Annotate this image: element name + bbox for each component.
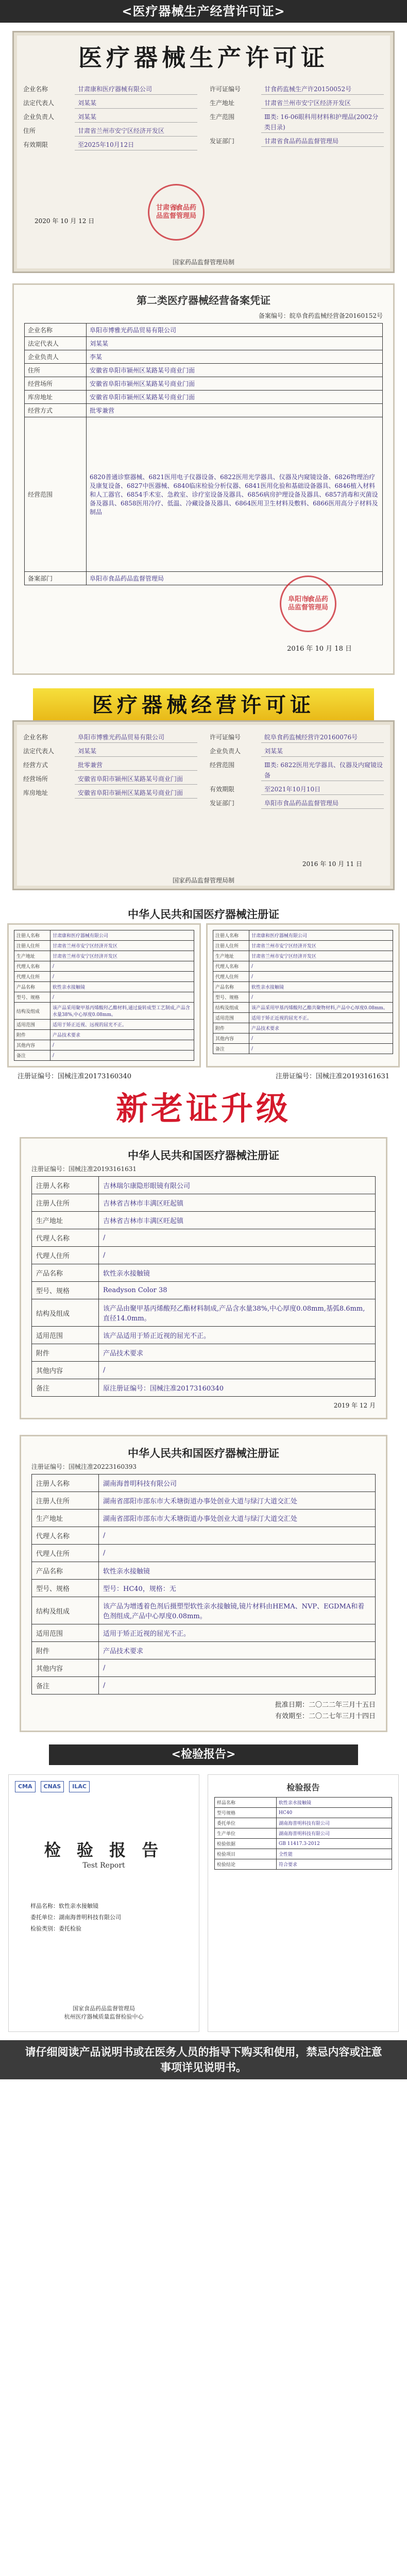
reg-left-row-value: / [50, 992, 194, 1003]
report2-title: 检验报告 [286, 1783, 320, 1792]
reg-mid-row-label: 适用范围 [32, 1327, 99, 1344]
reg-left-row-label: 注册人住所 [14, 941, 50, 951]
record-certificate [0, 281, 407, 683]
reg-left-row-value: / [50, 1050, 194, 1061]
reg-mid-row-label: 产品名称 [32, 1264, 99, 1282]
report2-row-label: 样品名称 [215, 1798, 277, 1808]
reg-mid-row-label: 注册人名称 [32, 1177, 99, 1194]
reg-last-row-label: 注册人住所 [32, 1492, 99, 1510]
report-org-1: 国家食品药品监督管理局 [73, 2005, 135, 2012]
l2-validity-value: 至2021年10月10日 [261, 784, 384, 795]
reg-last-row-value: / [99, 1677, 376, 1694]
l2-site-value: 安徽省阜阳市颍州区某路某号商业门面 [75, 774, 197, 785]
scope-value: Ⅲ类: 16-06眼科用材料和护理品(2002分类目录) [261, 112, 384, 133]
l2-warehouse-value: 安徽省阜阳市颍州区某路某号商业门面 [75, 788, 197, 799]
reg-right-row [213, 992, 393, 1003]
reg-mid-row-value: / [99, 1229, 376, 1247]
reg-right-row-value: / [249, 961, 393, 972]
record-row-label: 备案部门 [25, 572, 87, 585]
report2-row-value: 全性能 [277, 1849, 392, 1859]
reg-last-row [32, 1624, 376, 1642]
report-info-value: 委托检验 [59, 1925, 81, 1932]
accreditation-logo: ILAC [69, 1781, 90, 1792]
reg-right-row [213, 972, 393, 982]
l2-permit-value: 皖阜食药监械经营许20160076号 [261, 732, 384, 743]
reg-right-row-value: / [249, 992, 393, 1003]
reg-left-row [14, 1003, 194, 1020]
validity-label: 有效期至： [275, 1713, 309, 1720]
report2-row-label: 检验依据 [215, 1839, 277, 1849]
report-cover [8, 1774, 199, 2032]
reg-right-row-value: 甘肃省兰州市安宁区经济开发区 [249, 941, 393, 951]
reg-mid-row [32, 1177, 376, 1194]
accreditation-logo: CNAS [41, 1781, 64, 1792]
registration-pair [0, 899, 407, 1080]
record-row [25, 350, 383, 364]
reg-last-row-value: 适用于矫正近视的屈光不正。 [99, 1624, 376, 1642]
report2-row [215, 1859, 392, 1870]
reg-mid-row-value: 吉林瑞尔康隐形眼镜有限公司 [99, 1177, 376, 1194]
reg-last-row-value: 该产品为增透着色剂后摄塑型软性亲水接触镜,镜片材料由HEMA、NVP、EGDMA和着色剂组成,产品中心厚度0.08mm。 [99, 1597, 376, 1624]
report2-row [215, 1839, 392, 1849]
reg-mid-row-label: 型号、规格 [32, 1282, 99, 1299]
reg-last-row [32, 1580, 376, 1597]
report2-row [215, 1798, 392, 1808]
reg-left-row-label: 代理人名称 [14, 961, 50, 972]
reg-left-row-label: 型号、规格 [14, 992, 50, 1003]
reg-last-row [32, 1642, 376, 1659]
l2-enterprise-value: 阜阳市博雅光药品贸易有限公司 [75, 732, 197, 743]
l2-issuer-value: 阜阳市食品药品监督管理局 [261, 798, 384, 809]
l2-scope-value: Ⅲ类: 6822医用光学器具、仪器及内窥镜设备 [261, 760, 384, 781]
reg-right-row [213, 982, 393, 992]
reg-mid-row [32, 1379, 376, 1397]
usage-notice: 请仔细阅读产品说明书或在医务人员的指导下购买和使用，禁忌内容或注意事项详见说明书。 [0, 2040, 407, 2079]
reg-left-number: 注册证编号：国械注准20173160340 [18, 1073, 131, 1080]
reg-left-row-label: 结构及组成 [14, 1003, 50, 1020]
reg-left-row [14, 951, 194, 961]
reg-last-number: 注册证编号：国械注准20223160393 [31, 1463, 137, 1470]
reg-right-row [213, 1023, 393, 1033]
report-detail [208, 1774, 399, 2032]
reg-left-row [14, 982, 194, 992]
reg-left-row-label: 注册人名称 [14, 930, 50, 941]
l2-mode-value: 批零兼营 [75, 760, 197, 771]
validity-value: 至2025年10月12日 [75, 140, 197, 150]
record-row-value: 批零兼营 [87, 404, 383, 417]
reg-mid-title: 中华人民共和国医疗器械注册证 [128, 1149, 279, 1162]
reg-left-row-label: 备注 [14, 1050, 50, 1061]
reg-right-row [213, 941, 393, 951]
issuer-label: 发证部门 [210, 138, 235, 145]
reg-mid-row-value: 原注册证编号：国械注准20173160340 [99, 1379, 376, 1397]
record-row-label: 企业名称 [25, 324, 87, 337]
report-info-label: 委托单位： [30, 1914, 59, 1921]
address-value: 甘肃省兰州市安宁区经济开发区 [75, 126, 197, 137]
report-info-value: 湖南海普明科技有限公司 [59, 1914, 121, 1921]
reg-right-row-label: 生产地址 [213, 951, 249, 961]
record-row [25, 404, 383, 417]
record-row-label: 经营方式 [25, 404, 87, 417]
record-row-label: 库房地址 [25, 391, 87, 404]
reg-left-row-label: 代理人住所 [14, 972, 50, 982]
reg-last-row-label: 注册人名称 [32, 1475, 99, 1492]
report2-row-value: 符合要求 [277, 1859, 392, 1870]
upgrade-headline: 新老证升级 [115, 1090, 291, 1127]
license-section-banner: <医疗器械生产经营许可证> [0, 0, 407, 23]
record-row [25, 417, 383, 572]
reg-last-title: 中华人民共和国医疗器械注册证 [128, 1447, 279, 1460]
inspection-banner: <检验报告> [49, 1744, 358, 1765]
reg-mid-row-value: / [99, 1362, 376, 1379]
address-label: 住所 [23, 127, 36, 134]
reg-right-row [213, 930, 393, 941]
reg-last-row-label: 附件 [32, 1642, 99, 1659]
reg-last-row-value: 产品技术要求 [99, 1642, 376, 1659]
reg-mid-row-value: 吉林省吉林市丰满区旺起镇 [99, 1212, 376, 1229]
record-row [25, 324, 383, 337]
reg-left-row-value: / [50, 961, 194, 972]
reg-mid-row-label: 代理人住所 [32, 1247, 99, 1264]
enterprise-value: 甘肃康和医疗器械有限公司 [75, 84, 197, 95]
issue-date: 2020 年 10 月 12 日 [35, 217, 95, 225]
report-info-value: 软性亲水接触镜 [59, 1903, 98, 1909]
reg-mid-row-label: 注册人住所 [32, 1194, 99, 1212]
l2-scope-label: 经营范围 [210, 761, 235, 769]
reg-mid-row [32, 1212, 376, 1229]
reg-left-row [14, 941, 194, 951]
reg-last-row-value: / [99, 1659, 376, 1677]
license1-seal: 甘肃省食品药品监督管理局 ★ [148, 184, 205, 241]
reg-right-row [213, 951, 393, 961]
site-value: 甘肃省兰州市安宁区经济开发区 [261, 98, 384, 109]
reg-left-row-value: 该产品采用聚甲基丙烯酸羟乙酯材料,通过旋转成型工艺制成,产品含水量38%,中心厚度0.08mm。 [50, 1003, 194, 1020]
report-subtitle: Test Report [82, 1861, 125, 1870]
record-number: 备案编号：皖阜食药监械经营备20160152号 [258, 312, 383, 319]
reg-mid-row-value: 该产品由聚甲基丙烯酸羟乙酯材料制成,产品含水量38%,中心厚度0.08mm,基弧8.6mm,直径14.0mm。 [99, 1299, 376, 1327]
reg-mid-row [32, 1299, 376, 1327]
reg-left-row-label: 产品名称 [14, 982, 50, 992]
record-row [25, 572, 383, 585]
report2-row-value: 湖南海普明科技有限公司 [277, 1828, 392, 1839]
legal-value: 刘某某 [75, 98, 197, 109]
reg-left-row [14, 1040, 194, 1050]
reg-last-row-label: 代理人名称 [32, 1527, 99, 1545]
record-row-label: 经营场所 [25, 377, 87, 391]
reg-mid-row [32, 1194, 376, 1212]
reg-left-cert [7, 923, 201, 1067]
reg-right-cert [206, 923, 400, 1067]
reg-last-row-label: 型号、规格 [32, 1580, 99, 1597]
l2-footer: 国家药品监督管理局制 [172, 877, 234, 884]
record-row-value: 安徽省阜阳市颍州区某路某号商业门面 [87, 364, 383, 377]
reg-last-row-label: 结构及组成 [32, 1597, 99, 1624]
reg-right-row-label: 附件 [213, 1023, 249, 1033]
reg-mid-row-value: 软性亲水接触镜 [99, 1264, 376, 1282]
reg-mid-row [32, 1229, 376, 1247]
reg-right-row-label: 代理人名称 [213, 961, 249, 972]
report2-row-label: 检验结论 [215, 1859, 277, 1870]
accreditation-logo: CMA [15, 1781, 36, 1792]
reg-last-row-label: 适用范围 [32, 1624, 99, 1642]
reg-right-row-value: / [249, 972, 393, 982]
reg-left-row-value: 软性亲水接触镜 [50, 982, 194, 992]
reg-left-row [14, 961, 194, 972]
report2-row-label: 生产单位 [215, 1828, 277, 1839]
l2-permit-label: 许可证编号 [210, 734, 241, 741]
reg-left-row-value: / [50, 1040, 194, 1050]
l2-enterprise-label: 企业名称 [23, 734, 48, 741]
reg-left-row-label: 生产地址 [14, 951, 50, 961]
record-row [25, 391, 383, 404]
reg-left-row-value: 甘肃康和医疗器械有限公司 [50, 930, 194, 941]
reg-mid-row [32, 1327, 376, 1344]
reg-mid-row [32, 1282, 376, 1299]
reg-last-row [32, 1562, 376, 1580]
report-title: 检 验 报 告 [44, 1840, 164, 1860]
reg-mid-row-value: 该产品适用于矫正近视的屈光不正。 [99, 1327, 376, 1344]
l2-warehouse-label: 库房地址 [23, 789, 48, 796]
l2-manager-label: 企业负责人 [210, 748, 241, 755]
l2-manager-value: 刘某某 [261, 746, 384, 757]
reg-right-row-label: 代理人住所 [213, 972, 249, 982]
validity-date: 二〇二七年三月十四日 [308, 1713, 376, 1720]
record-row-label: 经营范围 [25, 417, 87, 572]
operating-license [0, 683, 407, 899]
reg-right-row [213, 1044, 393, 1054]
reg-mid-row-label: 其他内容 [32, 1362, 99, 1379]
reg-right-number: 注册证编号：国械注准20193161631 [276, 1073, 389, 1080]
reg-right-row-value: 软性亲水接触镜 [249, 982, 393, 992]
reg-last-row [32, 1677, 376, 1694]
manager-value: 刘某某 [75, 112, 197, 123]
report-info-row [30, 1923, 193, 1935]
reg-mid-row-value: 产品技术要求 [99, 1344, 376, 1362]
reg-last-row-value: 湖南省邵阳市邵东市大禾塘街道办事处创业大道与绿汀大道交汇处 [99, 1492, 376, 1510]
record-row-value: 阜阳市博雅光药品贸易有限公司 [87, 324, 383, 337]
reg-right-row-label: 产品名称 [213, 982, 249, 992]
license1-title: 医疗器械生产许可证 [78, 44, 329, 72]
reg-mid-row [32, 1264, 376, 1282]
reg-right-row-value: 适用于矫正近视的屈光不正。 [249, 1013, 393, 1023]
reg-last-row [32, 1492, 376, 1510]
record-row-value: 安徽省阜阳市颍州区某路某号商业门面 [87, 377, 383, 391]
reg-last-row-label: 其他内容 [32, 1659, 99, 1677]
reg-right-row-value: 甘肃康和医疗器械有限公司 [249, 930, 393, 941]
reg-mid-row-value: Readyson Color 38 [99, 1282, 376, 1299]
record-row-value: 安徽省阜阳市颍州区某路某号商业门面 [87, 391, 383, 404]
license2-title: 医疗器械经营许可证 [33, 688, 374, 722]
reg-last-row-label: 备注 [32, 1677, 99, 1694]
reg-last-row-label: 产品名称 [32, 1562, 99, 1580]
reg-last-row-value: 型号：HC40，规格：无 [99, 1580, 376, 1597]
reg-last-row-label: 生产地址 [32, 1510, 99, 1527]
record-row [25, 337, 383, 350]
reg-left-row [14, 992, 194, 1003]
report2-row-label: 型号规格 [215, 1808, 277, 1818]
report2-row-value: 软性亲水接触镜 [277, 1798, 392, 1808]
license1-footer: 国家药品监督管理局制 [172, 259, 234, 266]
reg-last-row-value: / [99, 1545, 376, 1562]
approve-date: 二〇二二年三月十五日 [308, 1701, 376, 1709]
reg-pair-title: 中华人民共和国医疗器械注册证 [128, 908, 279, 921]
reg-mid-number: 注册证编号：国械注准20193161631 [31, 1165, 137, 1173]
reg-right-row-value: / [249, 1044, 393, 1054]
reg-right-row-label: 结构及组成 [213, 1003, 249, 1013]
reg-right-row-label: 适用范围 [213, 1013, 249, 1023]
reg-last-row [32, 1545, 376, 1562]
reg-left-row [14, 930, 194, 941]
reg-last-row [32, 1527, 376, 1545]
reg-mid-row-value: 吉林省吉林市丰满区旺起镇 [99, 1194, 376, 1212]
reg-right-row-label: 备注 [213, 1044, 249, 1054]
reg-mid-row-value: / [99, 1247, 376, 1264]
reg-mid-row [32, 1247, 376, 1264]
reg-mid-row [32, 1362, 376, 1379]
report-info-label: 样品名称： [30, 1903, 59, 1909]
reg-last-row [32, 1659, 376, 1677]
record-row-label: 住所 [25, 364, 87, 377]
validity-label: 有效期限 [23, 141, 48, 148]
l2-legal-value: 刘某某 [75, 746, 197, 757]
reg-left-row-value: 甘肃省兰州市安宁区经济开发区 [50, 951, 194, 961]
report2-row [215, 1849, 392, 1859]
report-org-2: 杭州医疗器械质量监督检验中心 [64, 2013, 144, 2020]
report2-row-label: 检验项目 [215, 1849, 277, 1859]
reg-last-row-value: 湖南海普明科技有限公司 [99, 1475, 376, 1492]
reg-left-row-value: 甘肃省兰州市安宁区经济开发区 [50, 941, 194, 951]
registration-mid [0, 1137, 407, 1419]
reg-left-row [14, 972, 194, 982]
legal-label: 法定代表人 [23, 99, 55, 107]
reg-mid-row [32, 1344, 376, 1362]
record-row-value: 李某 [87, 350, 383, 364]
approve-label: 批准日期： [275, 1701, 309, 1709]
l2-validity-label: 有效期限 [210, 786, 235, 793]
reg-left-row [14, 1030, 194, 1040]
record-row-value: 刘某某 [87, 337, 383, 350]
reg-right-row-label: 注册人住所 [213, 941, 249, 951]
record-row-label: 企业负责人 [25, 350, 87, 364]
record-table [24, 323, 383, 585]
reg-last-row-label: 代理人住所 [32, 1545, 99, 1562]
reg-left-row [14, 1050, 194, 1061]
reg-right-row-label: 型号、规格 [213, 992, 249, 1003]
reg-right-row [213, 1013, 393, 1023]
reg-last-row-value: 湖南省邵阳市邵东市大禾塘街道办事处创业大道与绿汀大道交汇处 [99, 1510, 376, 1527]
manager-label: 企业负责人 [23, 113, 55, 121]
report-info-label: 检验类别： [30, 1925, 59, 1932]
reg-right-row-label: 注册人名称 [213, 930, 249, 941]
reg-left-row [14, 1020, 194, 1030]
reg-right-row [213, 961, 393, 972]
l2-issue-date: 2016 年 10 月 11 日 [302, 860, 362, 868]
report2-row [215, 1808, 392, 1818]
record-row [25, 377, 383, 391]
record-row-label: 法定代表人 [25, 337, 87, 350]
reg-mid-row-label: 附件 [32, 1344, 99, 1362]
record-date: 2016 年 10 月 18 日 [287, 645, 352, 653]
reg-right-row [213, 1033, 393, 1044]
reg-right-row-value: 甘肃省兰州市安宁区经济开发区 [249, 951, 393, 961]
reg-mid-date: 2019 年 12 月 [333, 1402, 376, 1409]
reg-last-row-value: 软性亲水接触镜 [99, 1562, 376, 1580]
reg-left-row-label: 其他内容 [14, 1040, 50, 1050]
reg-mid-row-label: 结构及组成 [32, 1299, 99, 1327]
reg-left-row-label: 附件 [14, 1030, 50, 1040]
reg-left-row-value: / [50, 972, 194, 982]
issuer-value: 甘肃省食品药品监督管理局 [261, 136, 384, 147]
report-pair [0, 1774, 407, 2032]
reg-last-row [32, 1510, 376, 1527]
permit-value: 甘食药监械生产许20150052号 [261, 84, 384, 95]
scope-label: 生产范围 [210, 113, 235, 121]
l2-mode-label: 经营方式 [23, 761, 48, 769]
reg-right-row-value: 产品技术要求 [249, 1023, 393, 1033]
reg-last-row [32, 1475, 376, 1492]
record-title: 第二类医疗器械经营备案凭证 [137, 294, 270, 307]
record-row [25, 364, 383, 377]
report2-row [215, 1828, 392, 1839]
reg-mid-row-label: 生产地址 [32, 1212, 99, 1229]
enterprise-label: 企业名称 [23, 86, 48, 93]
reg-right-row-value: 该产品采用甲基丙烯酸羟乙酯共聚物材料,产品中心厚度0.08mm。 [249, 1003, 393, 1013]
reg-mid-row-label: 备注 [32, 1379, 99, 1397]
l2-site-label: 经营场所 [23, 775, 48, 783]
report-info-row [30, 1912, 193, 1923]
record-row-value: 6820普通诊察器械、6821医用电子仪器设备、6822医用光学器具、仪器及内窥镜设备、6826物理治疗及康复设备、6827中医器械、6840临床检验分析仪器、6841医用化验和基础设备器具、6846植入材料和人工器官、6854手术室、急救室、诊疗室设备及器具、6856病房护理设备及器具、6857消毒和灭菌设备及器具、6858医用冷疗、低温、冷藏设备及器具、6864医用卫生材料及敷料、6866医用高分子材料及制品 [87, 417, 383, 572]
report-info-row [30, 1901, 193, 1912]
l2-legal-label: 法定代表人 [23, 748, 55, 755]
permit-label: 许可证编号 [210, 86, 241, 93]
l2-issuer-label: 发证部门 [210, 800, 235, 807]
site-label: 生产地址 [210, 99, 235, 107]
reg-last-row [32, 1597, 376, 1624]
reg-left-row-value: 适用于矫正近视、远视的屈光不正。 [50, 1020, 194, 1030]
report2-row-label: 委托单位 [215, 1818, 277, 1828]
reg-mid-row-label: 代理人名称 [32, 1229, 99, 1247]
reg-last-row-value: / [99, 1527, 376, 1545]
registration-last [0, 1435, 407, 1732]
record-row-value: 阜阳市食品药品监督管理局 [87, 572, 383, 585]
reg-right-row-value: / [249, 1033, 393, 1044]
reg-right-row [213, 1003, 393, 1013]
report2-row-value: 湖南海普明科技有限公司 [277, 1818, 392, 1828]
report2-row-value: HC40 [277, 1808, 392, 1818]
reg-left-row-label: 适用范围 [14, 1020, 50, 1030]
report2-row [215, 1818, 392, 1828]
record-seal: 阜阳市食品药品监督管理局 ★ [280, 575, 336, 632]
report2-row-value: GB 11417.3-2012 [277, 1839, 392, 1849]
reg-right-row-label: 其他内容 [213, 1033, 249, 1044]
production-license [0, 23, 407, 281]
reg-left-row-value: 产品技术要求 [50, 1030, 194, 1040]
